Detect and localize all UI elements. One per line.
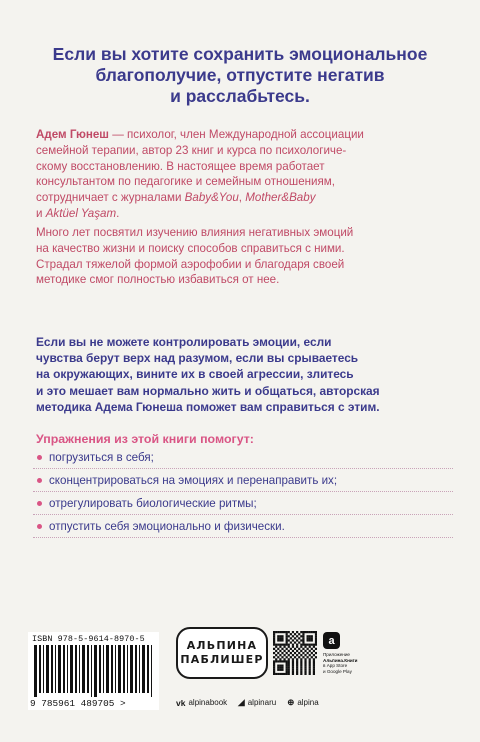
- exercises-list: [33, 446, 453, 538]
- bullet-icon: [37, 455, 42, 460]
- headline-line: и расслабьтесь.: [170, 86, 310, 106]
- author-bio: [36, 127, 446, 222]
- magazine-title: Mother&Baby: [245, 191, 316, 205]
- pitch-line: на окружающих, вините их в своей агрессии, злитесь: [36, 367, 354, 382]
- list-item: сконцентрироваться на эмоциях и перенаправить их;: [33, 469, 453, 492]
- telegram-icon: ◢: [238, 697, 245, 707]
- pitch-line: Если вы не можете контролировать эмоции, если: [36, 335, 332, 349]
- bullet-icon: [37, 501, 42, 506]
- bio-line: и Aktüel Yaşam.: [36, 206, 120, 220]
- bio-line: Адем Гюнеш — психолог, член Международной ассоциации: [36, 128, 364, 141]
- book-pitch: [36, 334, 446, 415]
- logo-line: АЛЬПИНА: [186, 639, 258, 652]
- magazine-title: Baby&You: [184, 191, 239, 205]
- bio-line: на качество жизни и поиску способов справиться с ними.: [36, 241, 345, 255]
- social-telegram[interactable]: ◢ alpinaru: [238, 697, 277, 707]
- bio-line: семейной терапии, автор 23 книг и курса по психологиче-: [36, 143, 347, 157]
- author-name: Адем Гюнеш: [36, 128, 109, 141]
- app-promo: Приложение Альпина.Книги в App Store и Google Play: [323, 652, 358, 674]
- bullet-icon: [37, 478, 42, 483]
- exercises-title: Упражнения из этой книги помогут:: [36, 432, 254, 446]
- publisher-logo: [176, 627, 268, 679]
- list-item: погрузиться в себя;: [33, 446, 453, 469]
- bio-line: методике смог полностью избавиться от нее.: [36, 273, 280, 287]
- headline-line: благополучие, отпустите негатив: [95, 65, 385, 85]
- barcode-bars: [32, 645, 155, 697]
- qr-code-icon: [273, 631, 317, 675]
- author-bio-continued: [36, 225, 446, 288]
- back-cover-headline: [20, 44, 460, 107]
- bio-line: Много лет посвятил изучению влияния негативных эмоций: [36, 226, 354, 239]
- pitch-line: и это мешает вам нормально жить и общаться, авторская: [36, 383, 380, 398]
- plus-icon: ⊕: [287, 697, 295, 707]
- magazine-title: Aktüel Yaşam: [45, 206, 117, 220]
- bio-line: сотрудничает с журналами Baby&You, Mother&Baby: [36, 191, 316, 205]
- list-item: отрегулировать биологические ритмы;: [33, 492, 453, 515]
- isbn-text: ISBN 978-5-9614-8970-5: [32, 634, 145, 644]
- bio-line: Страдал тяжелой формой аэрофобии и благодаря своей: [36, 257, 345, 271]
- list-item: отпустить себя эмоционально и физически.: [33, 515, 453, 538]
- barcode: [28, 632, 159, 710]
- barcode-digits: 9 785961 489705 >: [30, 698, 126, 709]
- social-links: [176, 697, 319, 708]
- bio-line: скому восстановлению. В настоящее время работает: [36, 159, 325, 173]
- vk-icon: vk: [176, 697, 186, 708]
- qr-code: [273, 631, 317, 680]
- pitch-line: методика Адема Гюнеша поможет вам справиться с этим.: [36, 399, 380, 414]
- bio-line: консультантом по педагогике и семейным отношениям,: [36, 175, 335, 189]
- headline-line: Если вы хотите сохранить эмоциональное: [52, 44, 428, 64]
- pitch-line: чувства берут верх над разумом, если вы срываетесь: [36, 351, 359, 366]
- social-vk[interactable]: vk alpinabook: [176, 697, 228, 708]
- bullet-icon: [37, 524, 42, 529]
- social-plus[interactable]: ⊕ alpina: [287, 697, 319, 707]
- app-icon: a: [323, 632, 340, 649]
- logo-line: ПАБЛИШЕР: [180, 653, 264, 666]
